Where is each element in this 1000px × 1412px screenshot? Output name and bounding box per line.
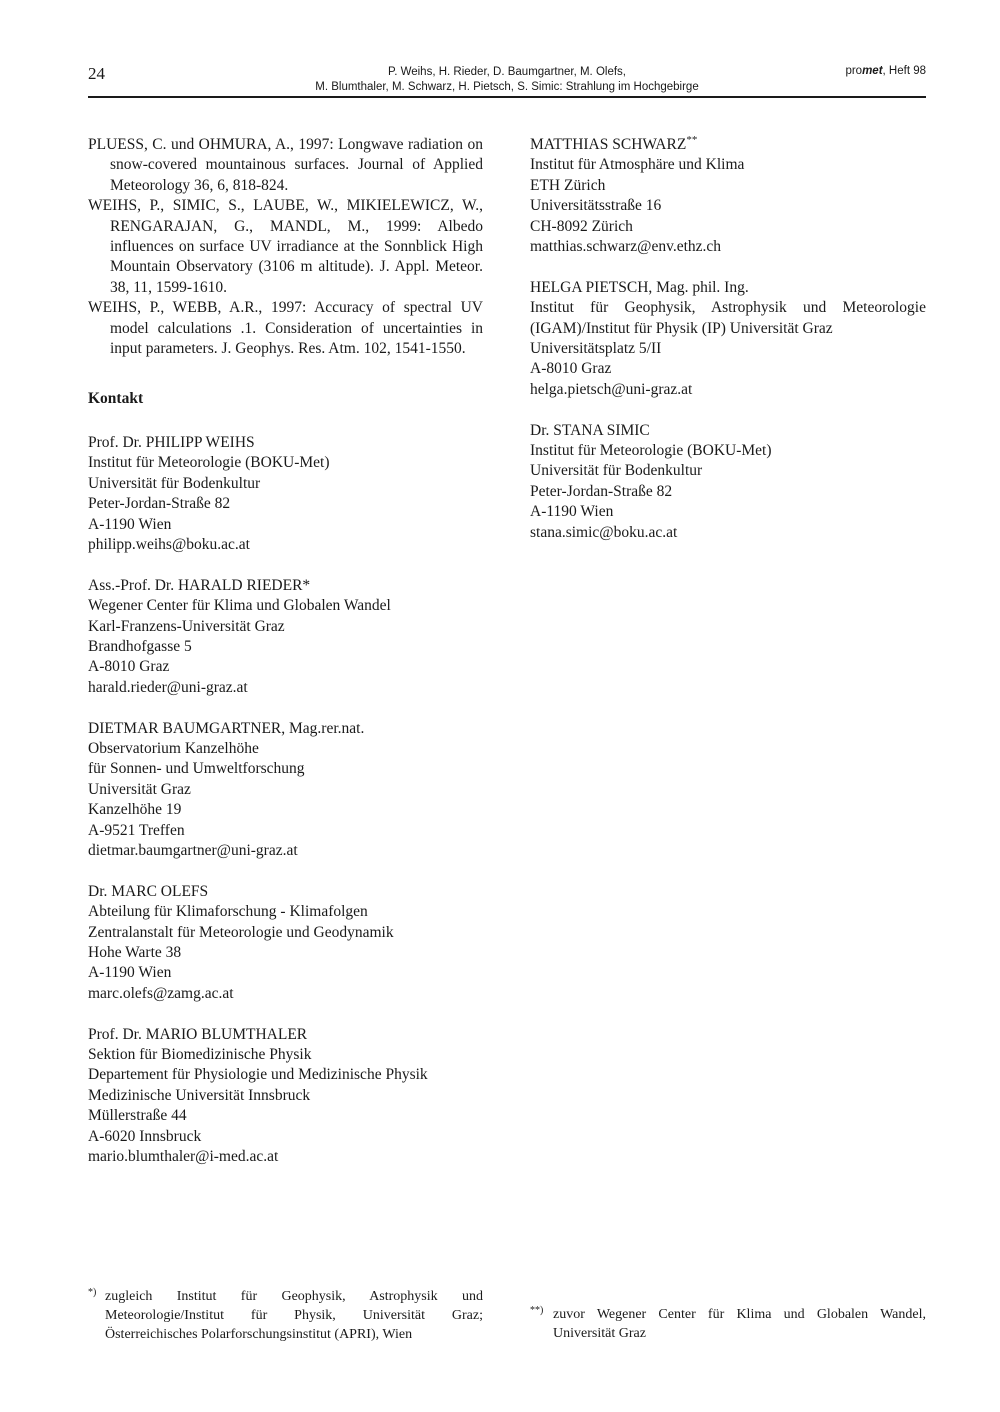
journal-brand-prefix: pro: [845, 65, 863, 77]
contact-line: A-9521 Treffen: [88, 821, 185, 839]
contact-line: Karl-Franzens-Universität Graz: [88, 617, 285, 635]
header-rule: [88, 96, 926, 98]
contact-block: [530, 421, 926, 543]
contact-block: [88, 433, 483, 555]
contact-name: Prof. Dr. PHILIPP WEIHS: [88, 433, 255, 451]
contact-block: [88, 882, 483, 1004]
contact-line: A-1190 Wien: [88, 515, 172, 533]
contact-line: Universitätsstraße 16: [530, 197, 662, 215]
contact-line: A-1190 Wien: [530, 503, 614, 521]
contact-block: [530, 135, 926, 257]
contact-line: Universitätsplatz 5/II: [530, 340, 662, 358]
reference-entry: WEIHS, P., SIMIC, S., LAUBE, W., MIKIELEWICZ, W., RENGARAJAN, G., MANDL, M., 1999: Albedo influences on surface UV irradiance at the Sonnblick High Mountain Observatory (3106 m altitude). J. Appl. Meteor. 38, 11, 1599-1610.: [88, 197, 483, 296]
contact-line: Medizinische Universität Innsbruck: [88, 1086, 311, 1104]
contact-line: A-8010 Graz: [88, 658, 170, 676]
contact-line: Müllerstraße 44: [88, 1107, 187, 1125]
contact-line: Observatorium Kanzelhöhe: [88, 739, 259, 757]
contact-email: helga.pietsch@uni-graz.at: [530, 380, 693, 398]
contact-line: CH-8092 Zürich: [530, 217, 633, 235]
left-column: [88, 135, 483, 1167]
contact-block: [88, 576, 483, 698]
contact-line: Universität für Bodenkultur: [88, 474, 261, 492]
contact-line: Hohe Warte 38: [88, 943, 182, 961]
contact-name: [530, 135, 926, 155]
contact-line: Departement für Physiologie und Medizinische Physik: [88, 1066, 428, 1084]
contact-name-text: MATTHIAS SCHWARZ: [530, 136, 687, 153]
contact-email: matthias.schwarz@env.ethz.ch: [530, 238, 722, 256]
footnote-marker: *): [88, 1287, 97, 1298]
contact-line: Abteilung für Klimaforschung - Klimafolgen: [88, 903, 368, 921]
footnote: [88, 1283, 483, 1344]
footnote: [530, 1301, 926, 1343]
contact-line: Peter-Jordan-Straße 82: [88, 495, 231, 513]
contact-email: stana.simic@boku.ac.at: [530, 523, 678, 541]
header-authors-line: M. Blumthaler, M. Schwarz, H. Pietsch, S. Simic: Strahlung im Hochgebirge: [315, 80, 699, 93]
contact-email: mario.blumthaler@i-med.ac.at: [88, 1148, 279, 1166]
journal-issue: [845, 65, 926, 77]
contact-line: ETH Zürich: [530, 176, 606, 194]
reference-entry: PLUESS, C. und OHMURA, A., 1997: Longwave radiation on snow-covered mountainous surfaces. Journal of Applied Meteorology 36, 6, 818-824.: [88, 136, 483, 194]
journal-brand-suffix: met: [862, 65, 883, 77]
contact-email: philipp.weihs@boku.ac.at: [88, 535, 250, 553]
contact-line: Institut für Geophysik, Astrophysik und Meteorologie (IGAM)/Institut für Physik (IP) Universität Graz: [530, 299, 926, 337]
contact-line: Universität Graz: [88, 780, 191, 798]
contact-line: Institut für Atmosphäre und Klima: [530, 156, 745, 174]
footnote-marker: **): [530, 1305, 544, 1316]
reference-entry: WEIHS, P., WEBB, A.R., 1997: Accuracy of spectral UV model calculations .1. Consideration of uncertainties in input parameters. J. Geophys. Res. Atm. 102, 1541-1550.: [88, 299, 483, 358]
contact-block: [530, 278, 926, 400]
right-column: [530, 135, 926, 543]
footnote-mark: **: [686, 134, 698, 146]
contact-name: HELGA PIETSCH, Mag. phil. Ing.: [530, 278, 749, 296]
contact-line: Institut für Meteorologie (BOKU-Met): [88, 454, 330, 472]
header-authors: [88, 65, 926, 94]
contact-name: Dr. STANA SIMIC: [530, 421, 650, 439]
page-number: 24: [88, 64, 105, 83]
running-header: [88, 62, 926, 96]
contact-line: Universität für Bodenkultur: [530, 462, 703, 480]
contact-name: DIETMAR BAUMGARTNER, Mag.rer.nat.: [88, 719, 365, 737]
contact-block: [88, 719, 483, 862]
contact-line: für Sonnen- und Umweltforschung: [88, 760, 305, 778]
contact-block: [88, 1025, 483, 1168]
contact-line: Institut für Meteorologie (BOKU-Met): [530, 442, 772, 460]
header-authors-line: P. Weihs, H. Rieder, D. Baumgartner, M. Olefs,: [388, 66, 626, 78]
contact-heading: Kontakt: [88, 390, 144, 408]
journal-issue-number: , Heft 98: [882, 65, 926, 77]
contact-email: marc.olefs@zamg.ac.at: [88, 984, 234, 1002]
footnote-text: zugleich Institut für Geophysik, Astrophysik und Meteorologie/Institut für Physik, Universität Graz; Österreichisches Polarforschungsinstitut (APRI), Wien: [105, 1289, 483, 1342]
contact-line: Peter-Jordan-Straße 82: [530, 482, 673, 500]
contact-line: Brandhofgasse 5: [88, 637, 192, 655]
contact-name: Dr. MARC OLEFS: [88, 882, 209, 900]
contact-line: A-6020 Innsbruck: [88, 1127, 202, 1145]
contact-line: A-8010 Graz: [530, 360, 612, 378]
contact-line: Zentralanstalt für Meteorologie und Geodynamik: [88, 923, 394, 941]
contact-name: Prof. Dr. MARIO BLUMTHALER: [88, 1025, 308, 1043]
contact-line: A-1190 Wien: [88, 964, 172, 982]
contact-name: Ass.-Prof. Dr. HARALD RIEDER*: [88, 576, 311, 594]
contact-line: Wegener Center für Klima und Globalen Wandel: [88, 597, 391, 615]
contact-email: dietmar.baumgartner@uni-graz.at: [88, 841, 298, 859]
footnote-text: zuvor Wegener Center für Klima und Globalen Wandel, Universität Graz: [553, 1307, 926, 1341]
contact-email: harald.rieder@uni-graz.at: [88, 678, 248, 696]
contact-line: Sektion für Biomedizinische Physik: [88, 1046, 312, 1063]
contact-line: Kanzelhöhe 19: [88, 801, 182, 819]
